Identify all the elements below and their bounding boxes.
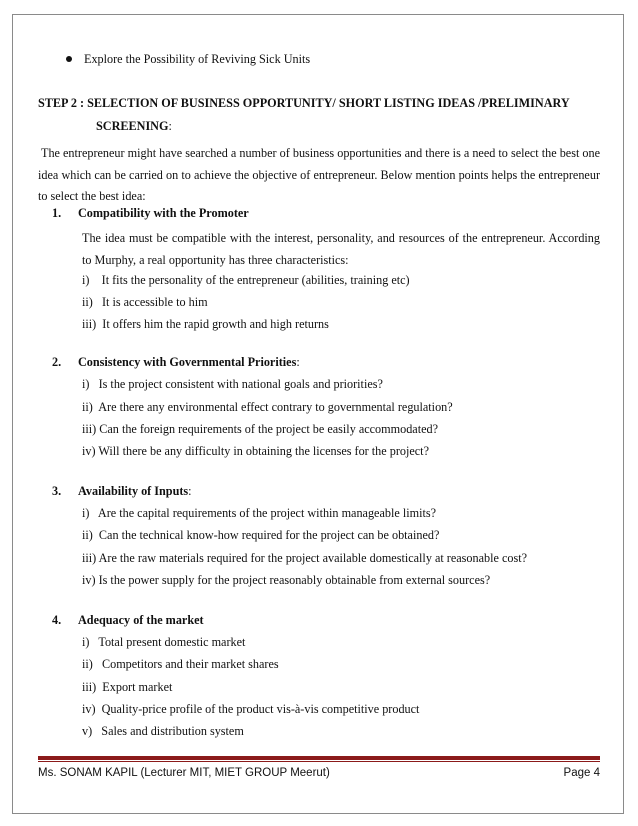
step-heading-colon: : [168, 119, 172, 133]
section-2-item: iii) Can the foreign requirements of the project be easily accommodated? [82, 422, 439, 436]
bullet-item [66, 52, 310, 67]
section-1-item: i) It fits the personality of the entrepreneur (abilities, training etc) [82, 273, 410, 287]
section-1-title-text: Compatibility with the Promoter [78, 206, 249, 220]
section-1-item: iii) It offers him the rapid growth and high returns [82, 317, 329, 331]
section-3-item: iv) Is the power supply for the project reasonably obtainable from external sources? [82, 573, 491, 587]
section-2-number: 2. [52, 355, 62, 369]
section-4-item: v) Sales and distribution system [82, 724, 244, 738]
section-1-text: The idea must be compatible with the interest, personality, and resources of the entrepreneur. According to Murphy, a real opportunity has three characteristics: [82, 231, 600, 267]
step-heading-cont-text: SCREENING [96, 119, 169, 133]
bullet-dot-icon [66, 56, 72, 62]
section-4-title [52, 613, 204, 628]
section-1-item: ii) It is accessible to him [82, 295, 208, 309]
section-2-item: i) Is the project consistent with national goals and priorities? [82, 377, 383, 391]
section-3-number: 3. [52, 484, 62, 498]
section-4-number: 4. [52, 613, 62, 627]
section-3-item: i) Are the capital requirements of the project within manageable limits? [82, 506, 436, 520]
section-3-title-text: Availability of Inputs [78, 484, 189, 498]
section-3-item: ii) Can the technical know-how required for the project can be obtained? [82, 528, 440, 542]
section-3-title [52, 484, 192, 499]
section-4-item: iii) Export market [82, 680, 173, 694]
footer-page-number: Page 4 [563, 767, 600, 779]
section-2-item: ii) Are there any environmental effect contrary to governmental regulation? [82, 400, 453, 414]
footer-author: Ms. SONAM KAPIL (Lecturer MIT, MIET GROUP Meerut) [38, 767, 330, 779]
section-2-title [52, 355, 300, 370]
footer-rule [38, 756, 600, 760]
bullet-text: Explore the Possibility of Reviving Sick Units [84, 52, 311, 66]
section-4-item: iv) Quality-price profile of the product vis-à-vis competitive product [82, 702, 420, 716]
section-3-item: iii) Are the raw materials required for the project available domestically at reasonable cost? [82, 551, 527, 565]
section-4-item: ii) Competitors and their market shares [82, 657, 279, 671]
section-1-number: 1. [52, 206, 62, 220]
section-3-colon: : [188, 484, 192, 498]
step-heading-continued [96, 119, 172, 134]
intro-paragraph [38, 143, 600, 208]
section-2-title-text: Consistency with Governmental Priorities [78, 355, 297, 369]
section-2-item: iv) Will there be any difficulty in obtaining the licenses for the project? [82, 444, 429, 458]
section-1-title [52, 206, 249, 221]
step-heading: STEP 2 : SELECTION OF BUSINESS OPPORTUNITY/ SHORT LISTING IDEAS /PRELIMINARY [38, 96, 570, 110]
footer-rule-thin [38, 761, 600, 762]
intro-text: The entrepreneur might have searched a number of business opportunities and there is a need to select the best one idea which can be carried on to achieve the objective of entrepreneur. Below mention points helps the entrepreneur to select the best idea: [38, 146, 600, 203]
section-4-item: i) Total present domestic market [82, 635, 246, 649]
section-4-title-text: Adequacy of the market [78, 613, 204, 627]
section-2-colon: : [296, 355, 300, 369]
